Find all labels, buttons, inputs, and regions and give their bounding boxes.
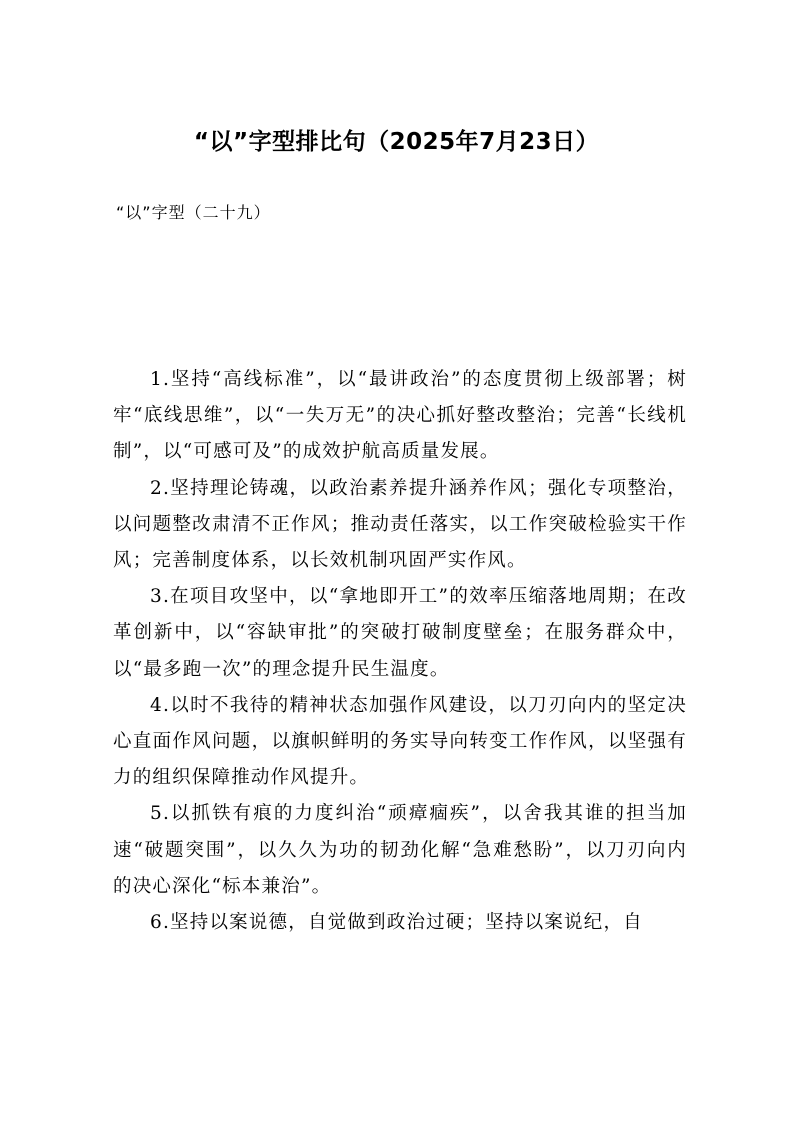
paragraph-6: 6.坚持以案说德，自觉做到政治过硬；坚持以案说纪，自	[150, 912, 643, 934]
paragraph-2: 2.坚持理论铸魂，以政治素养提升涵养作风；强化专项整治，以问题整改肃清不正作风；推动责任落实，以工作突破检验实干作风；完善制度体系，以长效机制巩固严实作风。	[113, 477, 687, 572]
paragraph-1: 1.坚持“高线标准”，以“最讲政治”的态度贯彻上级部署；树牢“底线思维”，以“一失万无”的决心抓好整改整治；完善“长线机制”，以“可感可及”的成效护航高质量发展。	[113, 369, 687, 463]
document-subtitle: “以”字型（二十九）	[116, 203, 271, 222]
paragraph-4: 4.以时不我待的精神状态加强作风建设，以刀刃向内的坚定决心直面作风问题，以旗帜鲜明的务实导向转变工作作风，以坚强有力的组织保障推动作风提升。	[113, 694, 687, 789]
document-title: “以”字型排比句（2025年7月23日）	[193, 129, 600, 155]
document-body	[113, 362, 687, 941]
paragraph-3: 3.在项目攻坚中，以“拿地即开工”的效率压缩落地周期；在改革创新中，以“容缺审批”的突破打破制度壁垒；在服务群众中，以“最多跑一次”的理念提升民生温度。	[113, 586, 687, 680]
paragraph-5: 5.以抓铁有痕的力度纠治“顽瘴痼疾”，以舍我其谁的担当加速“破题突围”，以久久为功的韧劲化解“急难愁盼”，以刀刃向内的决心深化“标本兼治”。	[113, 803, 687, 897]
